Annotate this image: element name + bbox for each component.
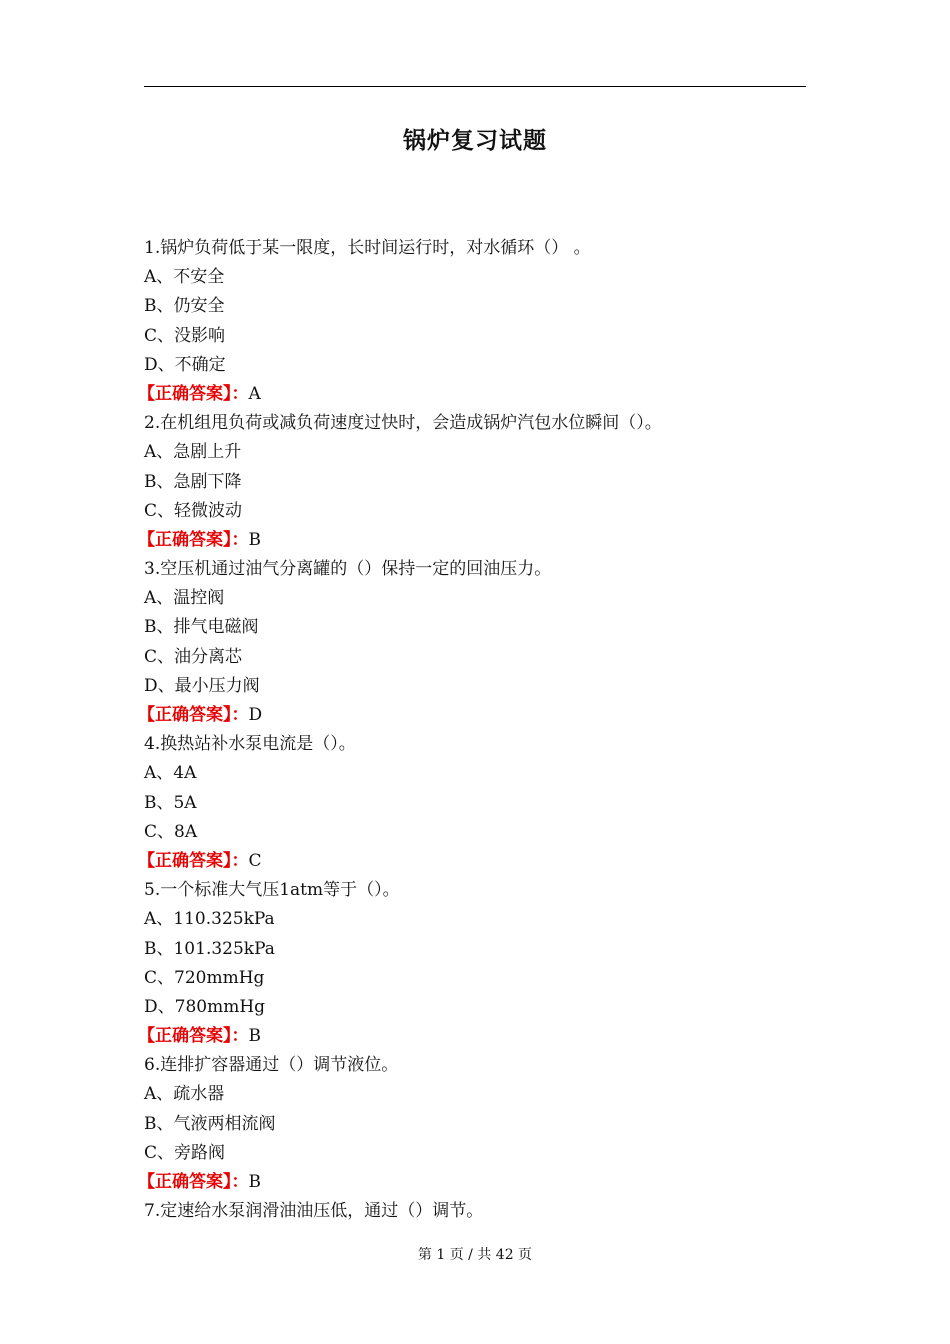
- answer-label: 【正确答案】：: [138, 1026, 249, 1047]
- question-stem: 7.定速给水泵润滑油油压低，通过（）调节。: [144, 1201, 484, 1222]
- question-option: A、4A: [144, 763, 197, 784]
- answer-label: 【正确答案】：: [138, 705, 249, 725]
- answer-value: B: [248, 1026, 261, 1047]
- answer-value: A: [248, 383, 261, 404]
- question-option: C、720mmHg: [144, 967, 265, 988]
- answer-value: D: [248, 705, 263, 725]
- answer-value: B: [248, 1172, 261, 1192]
- question-stem: 5.一个标准大气压1atm等于（）。: [144, 880, 400, 901]
- header-rule: [144, 86, 806, 87]
- question-option: B、5A: [144, 792, 197, 813]
- question-option: B、气液两相流阀: [144, 1113, 276, 1134]
- question-option: B、仍安全: [144, 296, 225, 317]
- question-option: C、油分离芯: [144, 646, 243, 667]
- answer-label: 【正确答案】：: [138, 850, 249, 871]
- answer-value: C: [248, 850, 262, 871]
- question-option: C、轻微波动: [144, 500, 243, 521]
- question-option: A、疏水器: [144, 1084, 225, 1105]
- answer-line: [138, 1168, 806, 1197]
- answer-line: [138, 1022, 806, 1051]
- answer-label: 【正确答案】：: [138, 529, 249, 550]
- question-option: A、不安全: [144, 267, 225, 288]
- question-stem: 4.换热站补水泵电流是（）。: [144, 734, 356, 755]
- question-stem: 3.空压机通过油气分离罐的（）保持一定的回油压力。: [144, 559, 552, 580]
- question-option: D、不确定: [144, 354, 226, 375]
- answer-label: 【正确答案】：: [138, 383, 249, 404]
- question-option: A、温控阀: [144, 588, 225, 609]
- answer-line: [138, 701, 806, 730]
- answer-line: [138, 380, 806, 409]
- question-option: C、8A: [144, 821, 198, 842]
- answer-line: [138, 526, 806, 555]
- answer-value: B: [248, 529, 261, 550]
- answer-line: [138, 847, 806, 876]
- question-option: B、急剧下降: [144, 471, 242, 492]
- question-option: C、旁路阀: [144, 1142, 226, 1163]
- question-option: D、780mmHg: [144, 996, 266, 1017]
- question-stem: 6.连排扩容器通过（）调节液位。: [144, 1055, 399, 1076]
- question-option: A、急剧上升: [144, 442, 242, 463]
- question-option: B、101.325kPa: [144, 938, 275, 959]
- question-list: [138, 234, 806, 1226]
- answer-label: 【正确答案】：: [138, 1172, 249, 1192]
- question-option: A、110.325kPa: [144, 909, 275, 930]
- question-option: D、最小压力阀: [144, 675, 260, 696]
- question-option: C、没影响: [144, 325, 226, 346]
- page-number: 第 1 页 / 共 42 页: [417, 1247, 533, 1263]
- question-stem: 2.在机组甩负荷或减负荷速度过快时，会造成锅炉汽包水位瞬间（）。: [144, 413, 662, 434]
- page-title: 锅炉复习试题: [403, 128, 547, 154]
- question-option: B、排气电磁阀: [144, 617, 259, 638]
- question-stem: 1.锅炉负荷低于某一限度，长时间运行时，对水循环（） 。: [144, 238, 591, 258]
